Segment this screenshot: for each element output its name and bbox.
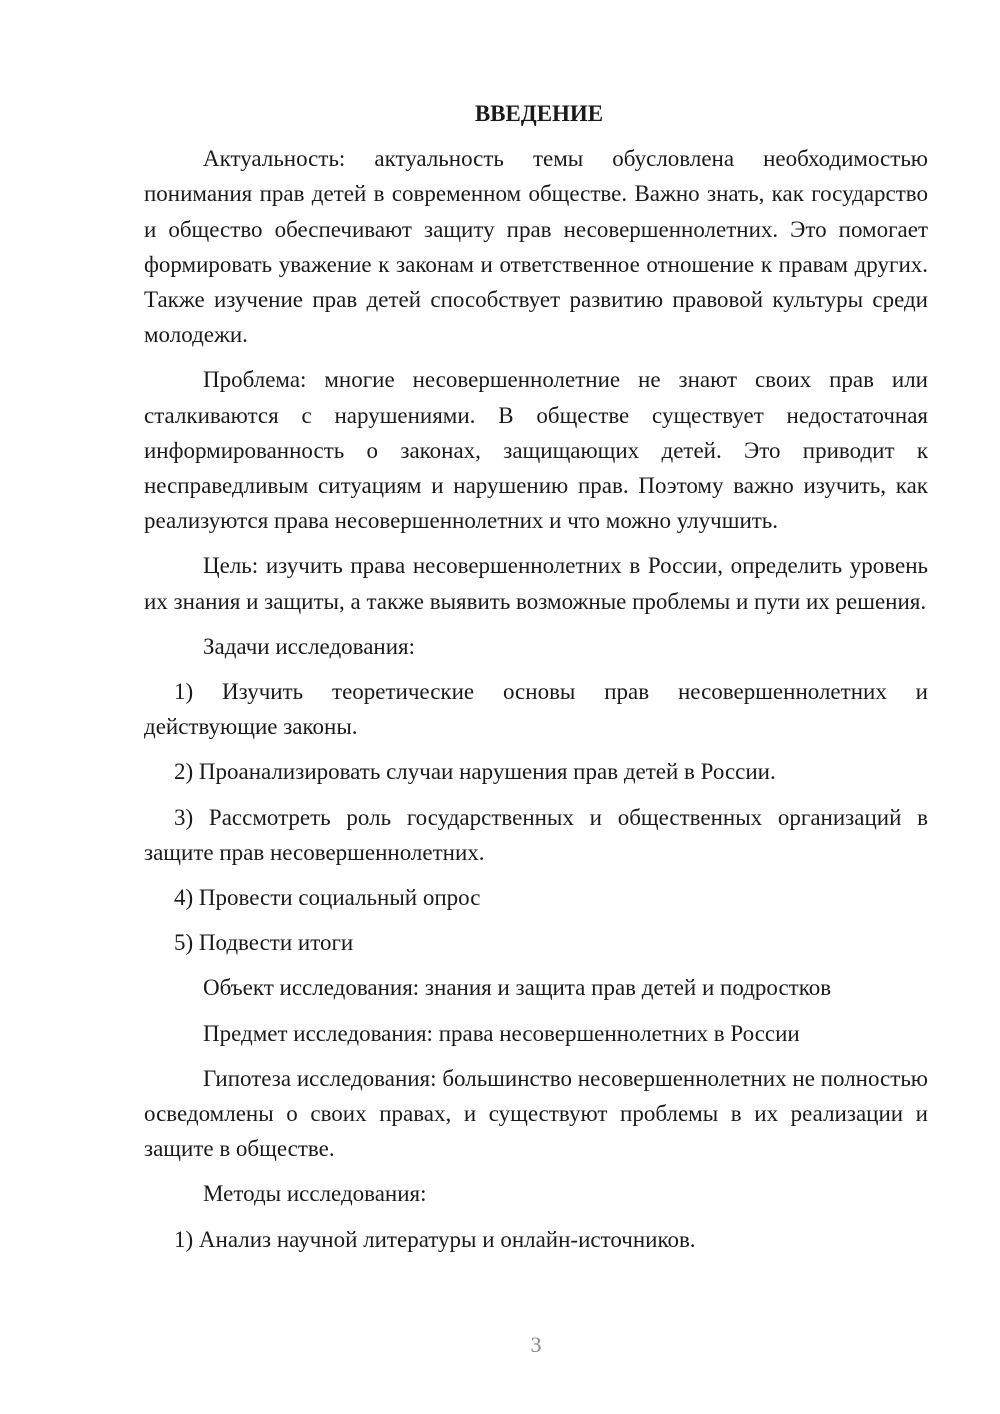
- subject-paragraph: Предмет исследования: права несовершеннолетних в России: [203, 1020, 800, 1046]
- task-item-5: 5) Подвести итоги: [174, 930, 354, 956]
- page-content: [144, 96, 928, 1267]
- task-item-3: 3) Рассмотреть роль государственных и общественных организаций в защите прав несовершеннолетних.: [144, 804, 928, 865]
- task-item-1: 1) Изучить теоретические основы прав несовершеннолетних и действующие законы.: [144, 679, 928, 740]
- hypothesis-paragraph: Гипотеза исследования: большинство несовершеннолетних не полностью осведомлены о своих правах, и существуют проблемы в их реализации и защите в обществе.: [144, 1065, 928, 1162]
- goal-paragraph: Цель: изучить права несовершеннолетних в России, определить уровень их знания и защиты, а также выявить возможные проблемы и пути их решения.: [144, 553, 928, 614]
- problem-paragraph: Проблема: многие несовершеннолетние не знают своих прав или сталкиваются с нарушениями. В обществе существует недостаточная информированность о законах, защищающих детей. Это приводит к несправедливым ситуациям и нарушению прав. Поэтому важно изучить, как реализуются права несовершеннолетних и что можно улучшить.: [144, 367, 928, 534]
- task-item-2: 2) Проанализировать случаи нарушения прав детей в России.: [174, 759, 776, 785]
- relevance-paragraph: Актуальность: актуальность темы обусловлена необходимостью понимания прав детей в современном обществе. Важно знать, как государство и общество обеспечивают защиту прав несовершеннолетних. Это помогает формировать уважение к законам и ответственное отношение к правам других. Также изучение прав детей способствует развитию правовой культуры среди молодежи.: [144, 146, 928, 348]
- object-paragraph: Объект исследования: знания и защита прав детей и подростков: [203, 975, 832, 1001]
- tasks-heading: Задачи исследования:: [203, 633, 416, 659]
- page-number: 3: [530, 1332, 542, 1357]
- task-item-4: 4) Провести социальный опрос: [174, 885, 481, 911]
- methods-heading: Методы исследования:: [203, 1181, 427, 1207]
- method-item-1: 1) Анализ научной литературы и онлайн-источников.: [174, 1226, 696, 1252]
- section-title: ВВЕДЕНИЕ: [474, 101, 604, 126]
